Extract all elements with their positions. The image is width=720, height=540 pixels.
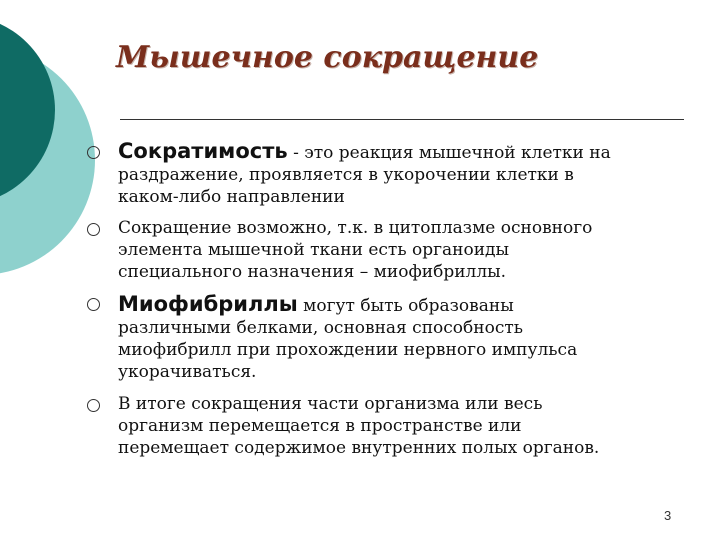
bullet-lead-term: Миофибриллы (118, 292, 298, 316)
bullet-text-line: перемещает содержимое внутренних полых органов. (118, 438, 600, 458)
bullet-text-line: каком-либо направлении (118, 187, 345, 207)
page-number: 3 (664, 508, 672, 523)
bullet-text-line: различными белками, основная способность (118, 318, 524, 338)
slide-title: Мышечное сокращение (116, 40, 539, 75)
bullet-circle-icon (87, 399, 100, 412)
bullet-circle-icon (87, 298, 100, 311)
bullet-text-line: организм перемещается в пространстве или (118, 416, 522, 436)
bullet-text-line: миофибрилл при прохождении нервного импульса (118, 340, 578, 360)
bullet-lead-term: Сократимость (118, 139, 288, 163)
bullet-text-line: специального назначения – миофибриллы. (118, 262, 507, 282)
bullet-text-line: могут быть образованы (297, 296, 514, 316)
bullet-text-line: - это реакция мышечной клетки на (287, 143, 611, 163)
bullet-text-line: Сокращение возможно, т.к. в цитоплазме основного (118, 218, 593, 238)
bullet-text-line: раздражение, проявляется в укорочении клетки в (118, 165, 574, 185)
bullet-text-line: В итоге сокращения части организма или весь (118, 394, 543, 414)
bullet-circle-icon (87, 223, 100, 236)
bullet-text-line: элемента мышечной ткани есть органоиды (118, 240, 510, 260)
bullet-text-line: укорачиваться. (118, 362, 257, 382)
title-divider (120, 119, 684, 120)
bullet-circle-icon (87, 146, 100, 159)
